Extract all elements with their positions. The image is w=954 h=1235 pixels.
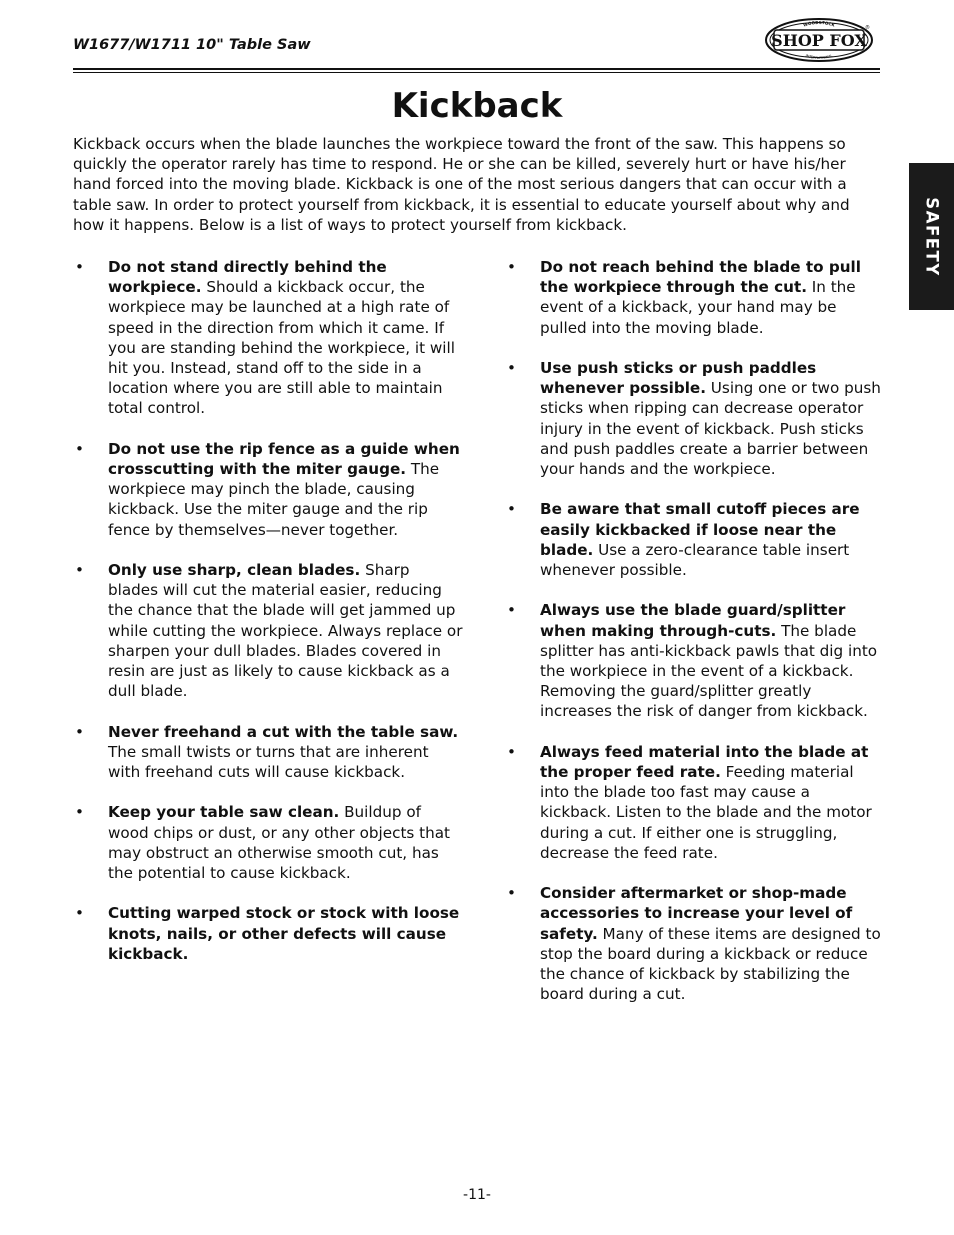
list-item-heading: Cutting warped stock or stock with loose knots, nails, or other defects will cause kickback. bbox=[108, 904, 460, 963]
list-item-heading: Never freehand a cut with the table saw. bbox=[108, 722, 459, 741]
list-item-body: Many of these items are designed to stop the board during a kickback or reduce the chance of kickback by stabilizing the board during a cut. bbox=[540, 924, 881, 1004]
list-item-heading: Always feed material into the blade at the proper feed rate. bbox=[540, 742, 869, 782]
list-item bbox=[73, 560, 463, 701]
list-item-body: Using one or two push sticks when ripping can decrease operator injury in the event of kickback. Push sticks and push paddles create a barrier between your hands and the workpiece. bbox=[540, 379, 881, 479]
list-item-heading: Do not stand directly behind the workpiece. bbox=[108, 258, 387, 297]
page-title: Kickback bbox=[391, 86, 563, 126]
list-item bbox=[505, 883, 883, 1004]
logo-registered-mark: ® bbox=[865, 25, 870, 31]
list-item-heading: Consider aftermarket or shop-made accessories to increase your level of safety. bbox=[540, 884, 853, 943]
header-model-title: W1677/W1711 10" Table Saw bbox=[73, 37, 311, 53]
list-item bbox=[73, 903, 463, 964]
page-number: -11- bbox=[463, 1187, 491, 1203]
list-item-heading: Only use sharp, clean blades. bbox=[108, 561, 361, 580]
intro-paragraph: Kickback occurs when the blade launches the workpiece toward the front of the saw. This happens so quickly the operator rarely has time to respond. He or she can be killed, severely hurt or have his/her hand forced into the moving blade. Kickback is one of the most serious dangers that can occur with a table saw. In order to protect yourself from kickback, it is essential to educate yourself about why and how it happens. Below is a list of ways to protect yourself from kickback. bbox=[73, 135, 850, 234]
list-item-body: In the event of a kickback, your hand may be pulled into the moving blade. bbox=[540, 278, 856, 337]
list-item bbox=[505, 742, 883, 863]
left-bullet-list bbox=[73, 257, 463, 984]
list-item bbox=[73, 802, 463, 883]
list-item bbox=[505, 257, 883, 338]
list-item bbox=[73, 439, 463, 540]
right-bullet-list bbox=[505, 257, 883, 1025]
list-item-body: The small twists or turns that are inherent with freehand cuts will cause kickback. bbox=[108, 742, 429, 782]
list-item bbox=[73, 257, 463, 419]
list-item-body: Should a kickback occur, the workpiece may be launched at a high rate of speed in the direction from which it came. If you are standing behind the workpiece, it will hit you. Instead, stand off to the side in a location where you are still able to maintain total control. bbox=[108, 278, 455, 418]
logo-brand-text: SHOP FOX bbox=[771, 31, 867, 50]
list-item-body: Feeding material into the blade too fast may cause a kickback. Listen to the blade and the motor during a cut. If either one is struggling, decrease the feed rate. bbox=[540, 763, 872, 862]
list-item-body: Sharp blades will cut the material easier, reducing the chance that the blade will get jammed up while cutting the workpiece. Always replace or sharpen your dull blades. Blades covered in resin are just as likely to cause kickback as a dull blade. bbox=[108, 561, 463, 701]
header-rule-thick bbox=[73, 68, 880, 70]
list-item-body: The blade splitter has anti-kickback pawls that dig into the workpiece in the event of a kickback. Removing the guard/splitter greatly increases the risk of danger from kickback. bbox=[540, 621, 878, 721]
safety-section-tab bbox=[909, 163, 954, 310]
list-item-body: The workpiece may pinch the blade, causing kickback. Use the miter gauge and the rip fence by themselves—never together. bbox=[108, 460, 440, 539]
list-item-heading: Use push sticks or push paddles whenever possible. bbox=[540, 359, 817, 398]
header-rule-thin bbox=[73, 72, 880, 73]
list-item-heading: Do not use the rip fence as a guide when crosscutting with the miter gauge. bbox=[108, 439, 460, 479]
list-item bbox=[505, 499, 883, 580]
list-item-heading: Be aware that small cutoff pieces are easily kickbacked if loose near the blade. bbox=[540, 500, 860, 559]
logo-top-arc-text: WOODSTOCK bbox=[802, 19, 836, 28]
list-item-heading: Always use the blade guard/splitter when making through-cuts. bbox=[540, 601, 846, 640]
list-item-body: Use a zero-clearance table insert whenever possible. bbox=[540, 540, 850, 580]
safety-tab-label: SAFETY bbox=[922, 196, 941, 277]
list-item-heading: Do not reach behind the blade to pull the workpiece through the cut. bbox=[540, 258, 861, 297]
list-item bbox=[505, 600, 883, 721]
list-item-body: Buildup of wood chips or dust, or any other objects that may obstruct an otherwise smooth cut, has the potential to cause kickback. bbox=[108, 803, 450, 883]
list-item-heading: Keep your table saw clean. bbox=[108, 803, 340, 822]
shop-fox-logo bbox=[764, 17, 874, 63]
list-item bbox=[73, 722, 463, 783]
list-item bbox=[505, 358, 883, 479]
logo-bottom-arc-text: INTERNATIONAL bbox=[804, 53, 834, 61]
